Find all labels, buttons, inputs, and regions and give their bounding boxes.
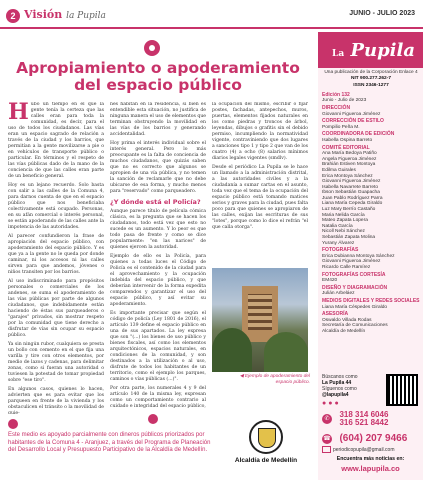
- credit-name: Maria Nelida García: [322, 212, 365, 218]
- page-header: [0, 0, 423, 32]
- paragraph: Hoy es un lejano recuerdo. Solo basta con salir a las calles de la Comuna 4, para darnos cuenta de que en el espacio público que nos beneficiaba colectivamente está ocupado. Personas, en su afán comercial o interés personal, se están apoderando de las calles ante la impotencia de las autoridades.: [8, 183, 104, 230]
- paragraph: Ejemplo de ello es la Policía, para quienes a todas luces el Código de Policía es el contenido de la ciudad para el aprovechamiento y la ocupación indebida del espacio público, y que deberían intervenir de la forma expedita comparendos y garantizar el uso del espacio público, y así evitar su apoderamiento.: [110, 254, 206, 307]
- article-column-2: [110, 102, 206, 413]
- credit-name: Ana María Bedoya Patiño: [322, 151, 377, 157]
- article-column-3: [212, 102, 308, 234]
- facebook-icon[interactable]: ●: [322, 400, 329, 407]
- credit-name: Isabella Navarrete Barreto: [322, 184, 378, 190]
- credit-name: Junio - Julio de 2023: [322, 98, 367, 104]
- credit-name: Liana María Cepeda Giraldo: [322, 201, 383, 207]
- credit-name: Isabella Ospina Barreto: [322, 137, 373, 143]
- paragraph: Por otra parte, los numerales 4 y 9 del artículo 140 de la misma ley, expresan como un comportamiento contrario al cuidado e integridad del espacio público,: [110, 386, 206, 409]
- publication-info: [322, 70, 420, 81]
- credit-name: Ibson Sebastián Guapacha: [322, 190, 380, 196]
- web-label: Encuentra más noticias en:: [336, 456, 405, 462]
- credit-name: Nicoll Nebi Sánchez: [322, 229, 365, 235]
- credit-name: Erica Dubianna Montoya Sánchez: [322, 253, 395, 259]
- paragraph: ubo un tiempo en el que la gente tenía la certeza que las calles eran para toda la comunidad, es decir, para el uso de todos los ciudadanos. Las vías eran un espacio sagrado de relación a través de la ciudad y los barrios, que permitían a la gente movilizarse a pie o en vehículos de transporte público o particular. En términos y el respeto de las vías públicas dado de la mano de la conciencia de que las calles eran parte de un beneficio general.: [8, 102, 104, 179]
- phone-number[interactable]: 318 314 6046: [339, 409, 389, 419]
- paragraph: Es importante precisar que según el código de policía (Ley 1801 de 2016), el artículo 139 define el espacio público en una de sus apartados. La ley expresa que son "(...) los bienes de uso público y bienes fiscales, así como los elementos arquitectónicos, espacios naturales, en condiciones de la comunidad, y son destinados a la utilización o al uso, disfrute de todos los habitantes de un territorio, como el ejemplo los parques, caminos o vías públicas (...)".: [110, 311, 206, 382]
- masthead-credits: [322, 70, 420, 335]
- photo-tree: [212, 328, 252, 372]
- website-link[interactable]: www.lapupila.co: [341, 464, 400, 473]
- twitter-icon[interactable]: ●: [334, 400, 341, 407]
- paragraph: Aunque parece título de película cómica clásica, es la pregunta que se hacen los ciudadanos, todo está vez que esto no sucede es un aumento. Y lo peor es que todo pasa de frente y como se dice popularmente: "en las narices" de quienes ejercen la autoridad.: [110, 209, 206, 250]
- telephone-row: [322, 430, 420, 444]
- follow-handle: @lapupila4: [322, 392, 349, 398]
- credit-name: Julián Arbeláez: [322, 291, 355, 297]
- credit-section-title: FOTOGRAFÍAS CORTESÍA: [322, 271, 386, 278]
- issn-number: ISSN 2346-1277: [353, 83, 389, 89]
- whatsapp-row: [322, 409, 420, 427]
- brand-suffix: la Pupila: [66, 11, 106, 21]
- publication-line: Una publicación de la Corporación Enlace 4: [324, 70, 418, 75]
- credit-name: Erica Montoya Sánchez: [322, 173, 373, 179]
- brand-logo: [24, 8, 106, 21]
- credit-section-title: FOTOGRAFÍAS: [322, 247, 359, 254]
- follow-text: [322, 374, 382, 398]
- credit-name: Yurany Álvarez: [322, 240, 355, 246]
- nit-number: NIT 900.277.262-7: [350, 75, 391, 81]
- paragraph: Desde el periódico La Pupila se le hace un llamado a la administración distrital, a las autoridades civiles y a la ciudadanía a sumar cartas en el asunto, toda vez que el tema de la ocupación del espacio público está tomando matices serios y graves para la ciudad, pues falta poco para que quienes se apropiaron de las calles, exijan las escrituras de sus "lotes", porque como lo dice el refrán "el que calla otorga".: [212, 165, 308, 230]
- alcaldia-logo: [216, 420, 316, 476]
- credit-section-title: ASESORÍA: [322, 311, 349, 318]
- credit-name: Natalia García: [322, 223, 353, 229]
- credit-name: EM420: [322, 278, 338, 284]
- la-pupila-logo: [332, 40, 415, 61]
- caption-triangle-icon: ◀: [239, 374, 245, 379]
- credit-name: Angela Figueroa Jiménez: [322, 156, 377, 162]
- credit-name: Giovanni Figueroa Jiménez: [322, 111, 381, 117]
- credit-name: Luz Mary Berrío Castaño: [322, 207, 376, 213]
- location-pin-icon: [8, 419, 18, 429]
- credit-name: Juan Pablo Rodríguez Parra: [322, 195, 383, 201]
- header-divider: [0, 27, 423, 29]
- phone-number[interactable]: (604) 207 9466: [339, 433, 408, 445]
- article-photo: [212, 268, 308, 372]
- credit-name: Secretaría de Comunicaciones: [322, 323, 388, 329]
- credit-name: Alcaldía de Medellín: [322, 328, 366, 334]
- funding-note: Este medio es apoyado parcialmente con dineros públicos priorizados por habitantes de la Comuna 4 - Aranjuez, a través del Programa de Planeación del Desarrollo Local y Presupuesto Participativo de la Alcaldía de Medellín.: [8, 432, 211, 453]
- coat-of-arms-icon: [249, 420, 283, 454]
- social-icons: [322, 400, 341, 407]
- qr-code-icon[interactable]: [386, 374, 418, 406]
- credit-name: Giovanni Figueroa Jiménez: [322, 179, 381, 185]
- credit-name: Brahián Estiven Montoya: [322, 162, 376, 168]
- paragraph: nes habitan en la residencia, si bien es entendible esta situación, no justifica de ninguna manera el uso de elementos que terminan obstruyendo la movilidad en las vías de los barrios y generando accidentalidad.: [110, 102, 206, 137]
- paragraph: la ocupación del mismo, escribir o fijar postes, fachadas, antepechos, muros, puertas, elementos fijados naturales en los como piedras y troncos de árbol, leyendas, dibujos o grafitis sin el debido permiso, incumpliendo la normatividad vigente, contraviniendo que dos lugares a sanciones tipo 1 y tipo 2 que van de los cuatro (4) a ocho (8) salarios mínimos diarios legales vigentes (smdlv).: [212, 102, 308, 161]
- credit-section-title: COMITÉ EDITORIAL: [322, 144, 370, 151]
- credit-name: Pompilio Peña M.: [322, 124, 360, 130]
- credit-section-title: DISEÑO Y DIAGRAMACIÓN: [322, 284, 388, 291]
- whatsapp-icon: ✆: [322, 414, 332, 424]
- credit-name: Liana María Céspedes Giraldo: [322, 304, 388, 310]
- whatsapp-numbers: [339, 411, 388, 427]
- masthead-header: [318, 32, 423, 68]
- credit-section-title: COORDINADORA DE EDICIÓN: [322, 131, 395, 138]
- email-address[interactable]: periodicopupila@gmail.com: [333, 446, 395, 453]
- logo-prefix: La: [332, 49, 345, 59]
- credit-section-title: MEDIOS DIGITALES Y REDES SOCIALES: [322, 297, 420, 304]
- email-row: [322, 446, 420, 453]
- masthead-sidebar: [318, 32, 423, 480]
- credit-section-title: CORRECCIÓN DE ESTILO: [322, 118, 384, 125]
- dropcap: H: [8, 102, 29, 125]
- article-column-1: [8, 102, 104, 414]
- follow-line: Síguenos como: [322, 386, 357, 392]
- mail-icon: [322, 446, 331, 453]
- credit-name: Sebastián Zapata Molina: [322, 235, 376, 241]
- phone-number[interactable]: 316 521 8442: [339, 417, 389, 427]
- article-subhead: ¿Y dónde está el Policía?: [110, 198, 201, 206]
- follow-line: Búscanos como: [322, 374, 358, 380]
- follow-handle: La Pupila 44: [322, 380, 352, 386]
- issue-date: JUNIO - JULIO 2023: [349, 10, 415, 17]
- credit-section-title: Edición 132: [322, 91, 350, 98]
- credit-name: Ricardo Calle Ramírez: [322, 265, 371, 270]
- credit-name: Edilma Guirales: [322, 167, 356, 173]
- credit-name: Giovanni Figueroa Jiménez: [322, 259, 381, 265]
- alcaldia-logo-text: Alcaldía de Medellín: [234, 457, 298, 464]
- logo-name: Pupila: [350, 40, 415, 61]
- paragraph: Ya sin ningún rubor, cualquiera se presta un bollo con cemento en el que fija una varilla y tire con otros elementos, por medio de lazos y cadenas, para delimitar zonas, como si fueran una autoridad o tuviesen la potestad de tomar propiedad sobre "ese tiro".: [8, 342, 104, 383]
- credit-name: Oswaldo Villada Rodas: [322, 317, 372, 323]
- credit-section-title: DIRECCIÓN: [322, 104, 351, 111]
- paragraph: Al parecer confundieron la frase de apropiación del espacio público, con apoderamiento del espacio público. Y es que ya a la gente no le queda por donde caminar, ni los accesos ni las calles sirven para que andemos, jóvenes o niños transiten por los barrios.: [8, 234, 104, 275]
- photo-tree: [264, 332, 308, 372]
- photo-building: [242, 286, 278, 342]
- page-number: 2: [6, 9, 20, 23]
- paragraph: En algunos casos, quienes lo hacen, advierten que es para evitar que los parqueen en frente de la vivienda y los obstaculicen el tránsito o la movilidad de quie-: [8, 387, 104, 414]
- credit-name: Mateo Zapata Lopera: [322, 218, 368, 224]
- paragraph: Hoy prima el interés individual sobre el interés general. Pero lo más preocupante es la falta de conciencia de muchos ciudadanos, que quizás saben que no es correcto que algunos se apropien de una vía pública, y no temen la sanción de reclamarle que no debe ubicarse de esa forma, y mucho menos para "reservado" como parqueadero.: [110, 141, 206, 194]
- credit-sections: [322, 93, 420, 335]
- phone-icon: ☎: [323, 435, 331, 442]
- article-title: Apropiamiento o apoderamiento del espacio público: [16, 59, 300, 94]
- instagram-icon[interactable]: ●: [328, 400, 335, 407]
- end-mark-icon: [148, 414, 158, 424]
- location-pin-icon: [144, 40, 160, 56]
- photo-caption: [226, 374, 310, 386]
- caption-text: Ejemplo de apoderamiento del espacio público.: [244, 374, 310, 385]
- paragraph: Al uso indiscriminado para propósitos personales o comerciales de los andenes, se suma el apoderamiento de las vías públicas por parte de algunos ciudadanos, que indebidamente están haciendo de éstas sus parqueaderos o "garajes" privados, sin mostrar respeto por la comunidad que tiene derecho a disfrutar de vías sin ocupar su espacio público.: [8, 279, 104, 338]
- brand-name: Visión: [24, 8, 63, 21]
